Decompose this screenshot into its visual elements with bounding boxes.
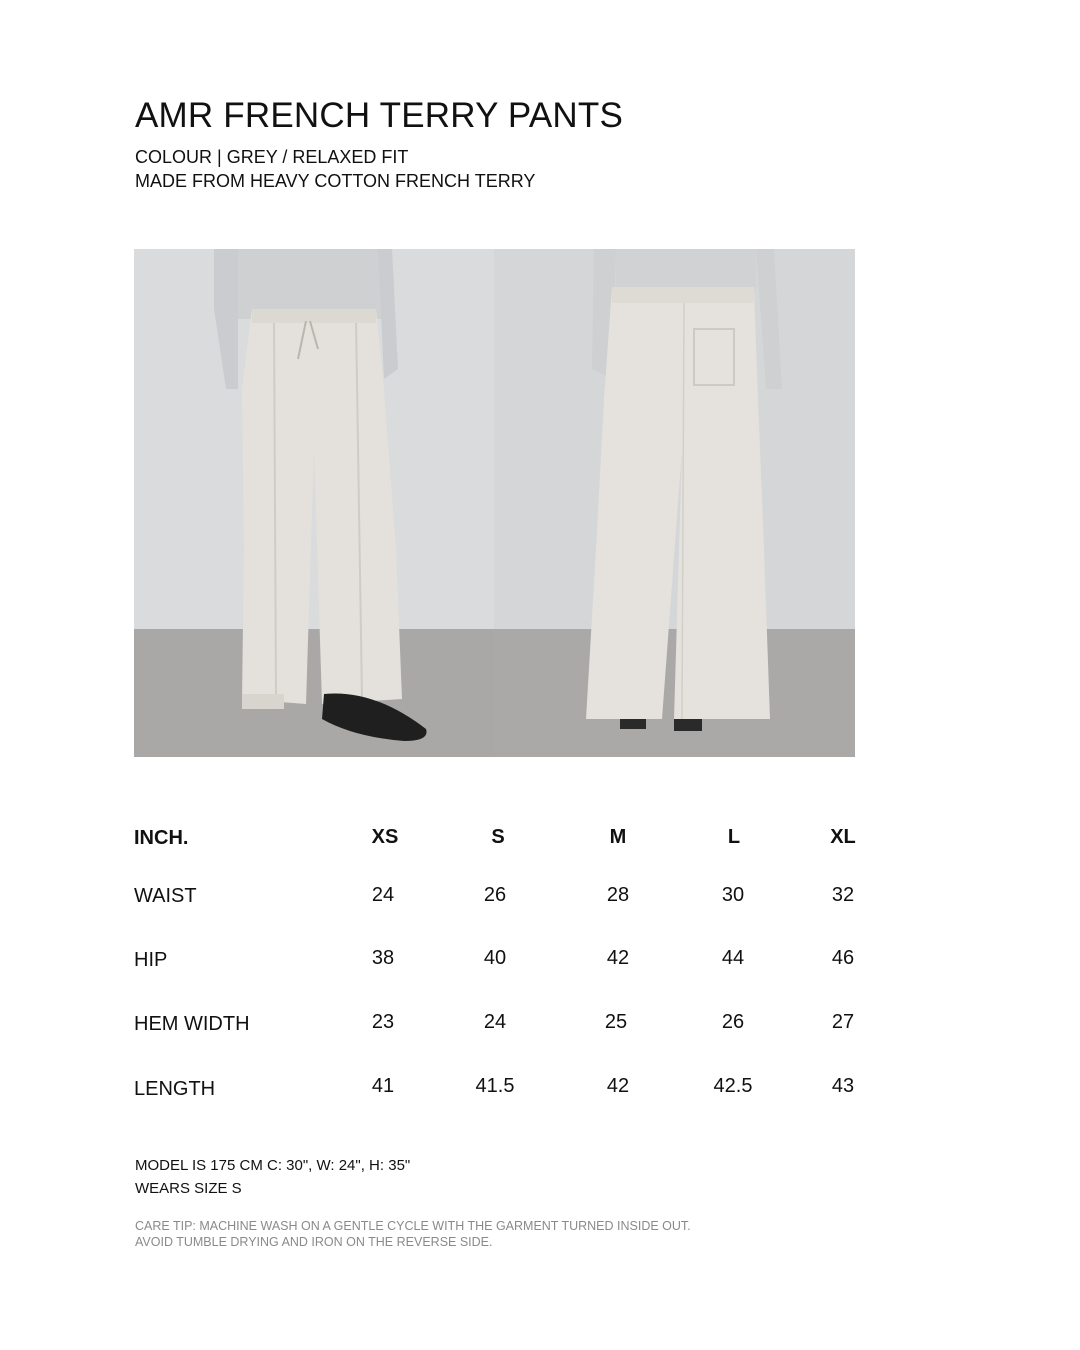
table-cell: 27 [831, 1011, 855, 1033]
table-cell: 40 [483, 947, 507, 969]
care-tip-line-2: AVOID TUMBLE DRYING AND IRON ON THE REVERSE SIDE. [135, 1235, 493, 1249]
model-size: WEARS SIZE S [135, 1180, 242, 1197]
table-cell: 26 [721, 1011, 745, 1033]
table-cell: 41.5 [475, 1075, 515, 1097]
size-header-xs: XS [371, 826, 399, 848]
table-cell: 30 [721, 884, 745, 906]
row-label-waist: WAIST [134, 885, 197, 907]
table-cell: 23 [371, 1011, 395, 1033]
size-header-xl: XL [830, 826, 856, 848]
row-label-hem-width: HEM WIDTH [134, 1013, 250, 1035]
table-cell: 42.5 [713, 1075, 753, 1097]
product-title: AMR FRENCH TERRY PANTS [135, 96, 623, 135]
back-view-photo [494, 249, 855, 757]
table-cell: 42 [606, 1075, 630, 1097]
table-cell: 44 [721, 947, 745, 969]
model-measurements: MODEL IS 175 CM C: 30", W: 24", H: 35" [135, 1157, 411, 1174]
table-cell: 43 [831, 1075, 855, 1097]
size-header-m: M [609, 826, 627, 848]
table-cell: 41 [371, 1075, 395, 1097]
product-photo [134, 249, 855, 757]
colour-fit-line: COLOUR | GREY / RELAXED FIT [135, 147, 409, 167]
table-cell: 24 [483, 1011, 507, 1033]
table-cell: 46 [831, 947, 855, 969]
table-cell: 28 [606, 884, 630, 906]
fabric-line: MADE FROM HEAVY COTTON FRENCH TERRY [135, 171, 536, 191]
table-cell: 25 [604, 1011, 628, 1033]
care-tip-line-1: CARE TIP: MACHINE WASH ON A GENTLE CYCLE WITH THE GARMENT TURNED INSIDE OUT. [135, 1219, 691, 1233]
row-label-length: LENGTH [134, 1078, 216, 1100]
table-cell: 32 [831, 884, 855, 906]
table-cell: 38 [371, 947, 395, 969]
front-view-photo [134, 249, 494, 757]
table-cell: 26 [483, 884, 507, 906]
table-cell: 24 [371, 884, 395, 906]
table-cell: 42 [606, 947, 630, 969]
size-header-s: S [491, 826, 505, 848]
unit-label: INCH. [134, 827, 189, 849]
row-label-hip: HIP [134, 949, 168, 971]
size-header-l: L [727, 826, 741, 848]
